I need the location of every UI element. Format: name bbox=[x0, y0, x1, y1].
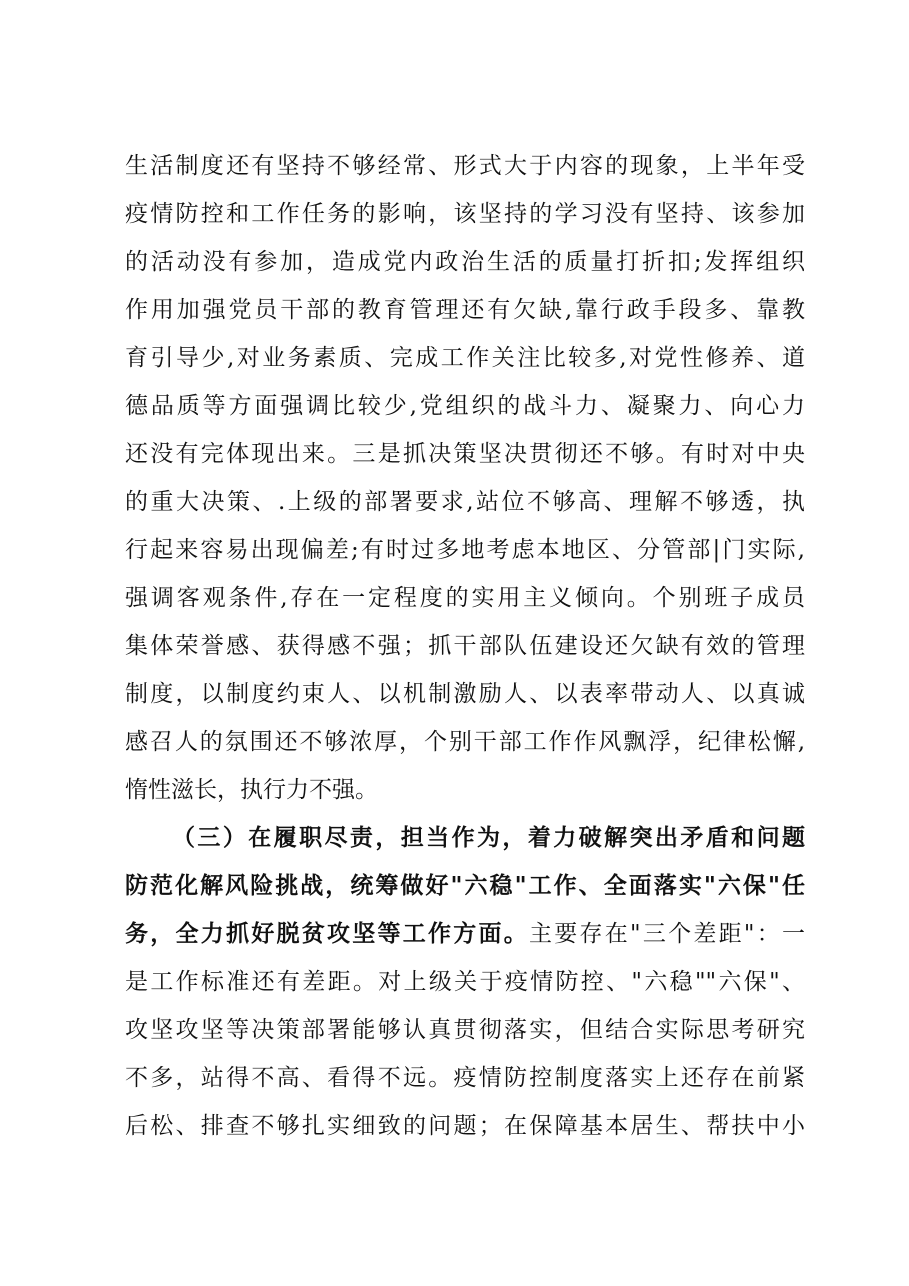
paragraph-line: 不多，站得不高、看得不远。疫情防控制度落实上还存在前紧 bbox=[125, 1065, 805, 1091]
paragraph-line: 集体荣誉感、获得感不强；抓干部队伍建设还欠缺有效的管理 bbox=[125, 633, 805, 659]
paragraph-line: 行起来容易出现偏差;有时过多地考虑本地区、分管部|门实际, bbox=[125, 537, 805, 563]
paragraph-line: 的重大决策、.上级的部署要求,站位不够高、理解不够透，执 bbox=[125, 489, 805, 515]
paragraph-line: 疫情防控和工作任务的影响，该坚持的学习没有坚持、该参加 bbox=[125, 201, 805, 227]
paragraph-line: 育引导少,对业务素质、完成工作关注比较多,对党性修养、道 bbox=[125, 345, 805, 371]
section-heading-line: （三）在履职尽责，担当作为，着力破解突出矛盾和问题 bbox=[172, 824, 805, 851]
paragraph-line: 的活动没有参加，造成党内政治生活的质量打折扣;发挥组织 bbox=[125, 249, 805, 275]
section-heading-line: 防范化解风险挑战，统筹做好"六稳"工作、全面落实"六保"任 bbox=[125, 872, 805, 899]
paragraph-line: 作用加强党员干部的教育管理还有欠缺,靠行政手段多、靠教 bbox=[125, 297, 805, 323]
paragraph-line: 生活制度还有坚持不够经常、形式大于内容的现象，上半年受 bbox=[125, 153, 805, 179]
paragraph-line: 德品质等方面强调比较少,党组织的战斗力、凝聚力、向心力 bbox=[125, 393, 805, 419]
paragraph-line: 感召人的氛围还不够浓厚，个别干部工作作风飘浮，纪律松懈, bbox=[125, 729, 805, 755]
paragraph-line: 强调客观条件,存在一定程度的实用主义倾向。个别班子成员 bbox=[125, 585, 805, 611]
paragraph-line: 是工作标准还有差距。对上级关于疫情防控、"六稳""六保"、 bbox=[125, 969, 805, 995]
paragraph-line: 惰性滋长，执行力不强。 bbox=[125, 777, 378, 803]
paragraph-line: 制度，以制度约束人、以机制激励人、以表率带动人、以真诚 bbox=[125, 681, 805, 707]
section-heading-mixed-line bbox=[125, 916, 805, 952]
paragraph-line: 攻坚攻坚等决策部署能够认真贯彻落实，但结合实际思考研究 bbox=[125, 1017, 805, 1043]
paragraph-line: 还没有完体现出来。三是抓决策坚决贯彻还不够。有时对中央 bbox=[125, 441, 805, 467]
paragraph-line: 后松、排查不够扎实细致的问题；在保障基本居生、帮扶中小 bbox=[125, 1113, 805, 1139]
section-intro-text: 主要存在"三个差距"：一 bbox=[529, 921, 805, 947]
section-heading-end: 务，全力抓好脱贫攻坚等工作方面。 bbox=[125, 920, 530, 947]
